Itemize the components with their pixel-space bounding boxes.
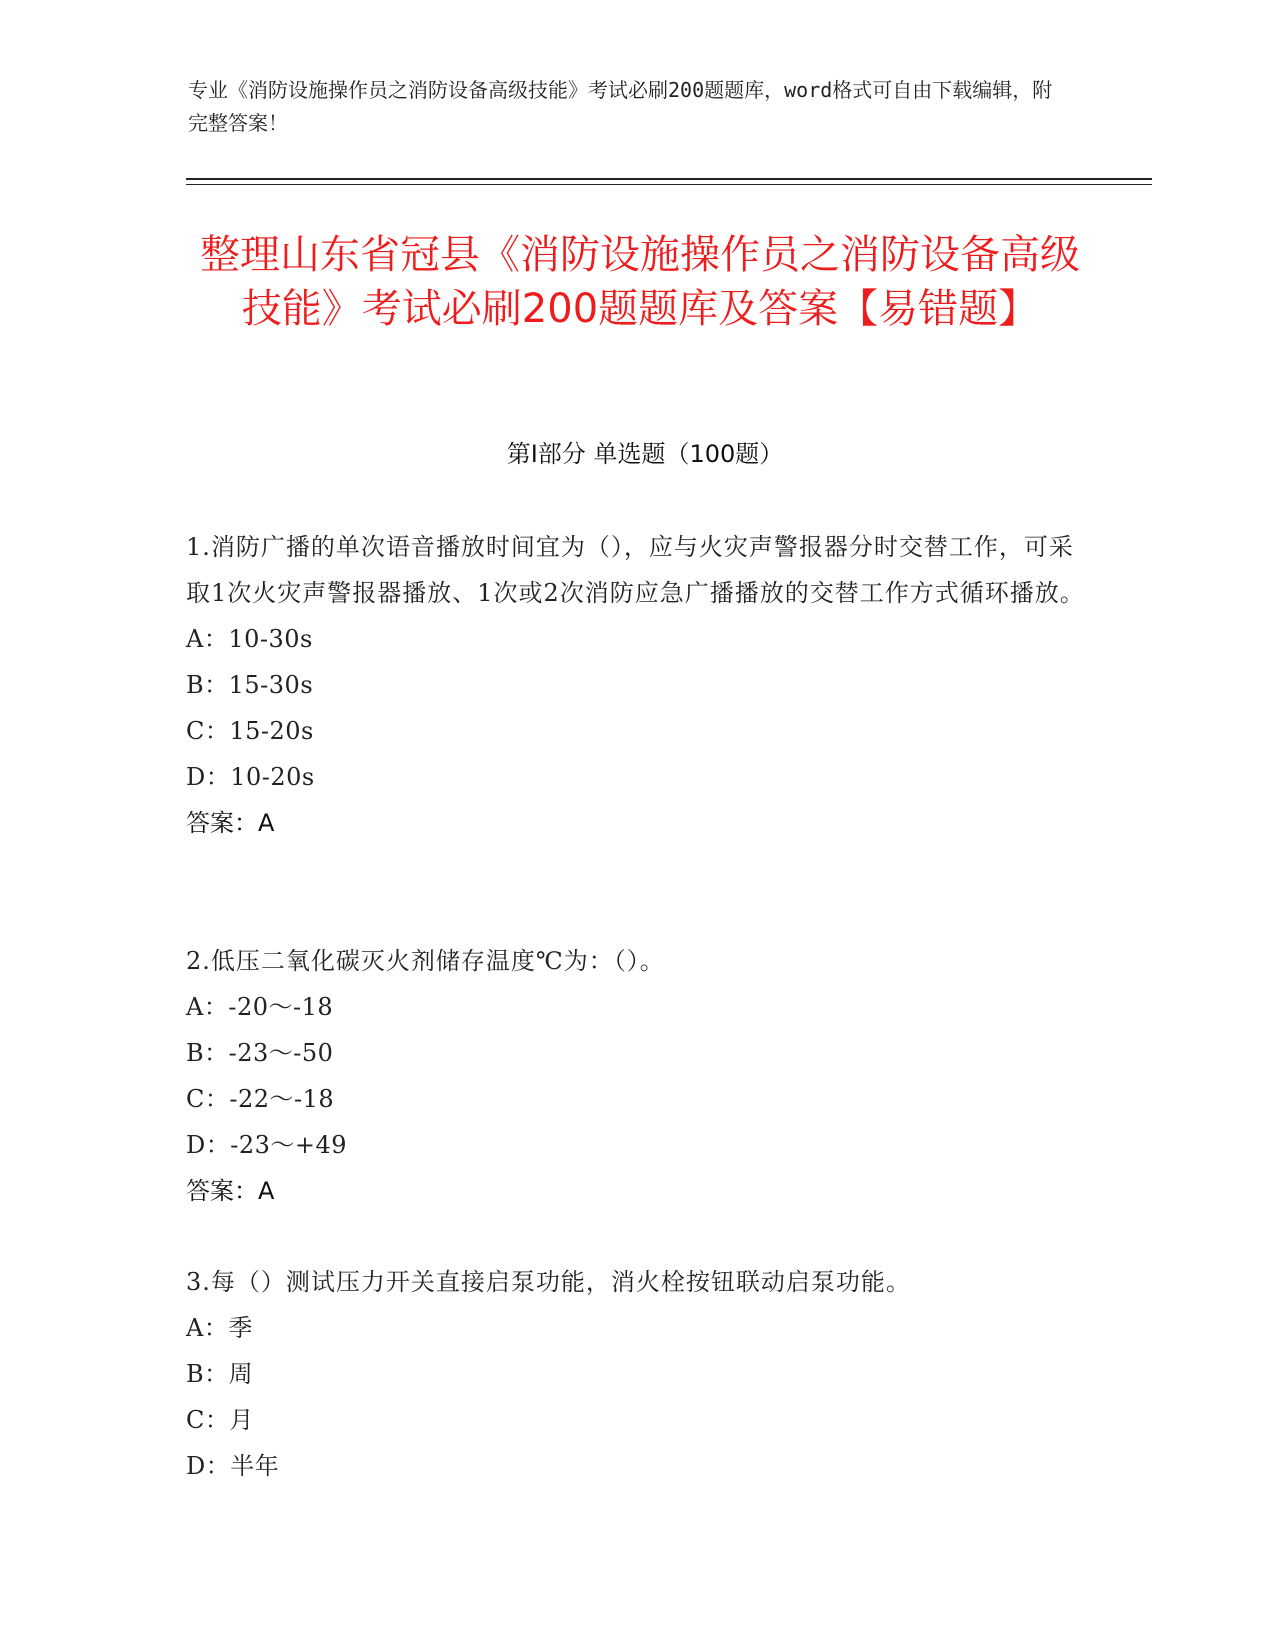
question-2 (186, 938, 1086, 1214)
option-a: A：10-30s (186, 625, 313, 653)
header-divider-thick (186, 178, 1152, 180)
option-c: C：月 (186, 1406, 254, 1434)
question-text: 3.每（）测试压力开关直接启泵功能，消火栓按钮联动启泵功能。 (186, 1268, 911, 1296)
option-d: D：半年 (186, 1452, 280, 1480)
question-3 (186, 1259, 1086, 1489)
header-divider-thin (186, 184, 1152, 185)
option-b: B：-23～-50 (186, 1039, 334, 1067)
option-a: A：季 (186, 1314, 253, 1342)
option-d: D：-23～+49 (186, 1131, 348, 1159)
question-1 (186, 524, 1086, 846)
option-c: C：-22～-18 (186, 1085, 335, 1113)
answer: 答案：A (186, 1177, 275, 1205)
option-b: B：周 (186, 1360, 254, 1388)
option-a: A：-20～-18 (186, 993, 334, 1021)
answer: 答案：A (186, 809, 275, 837)
section-title: 第I部分 单选题（100题） (506, 440, 784, 468)
question-text: 1.消防广播的单次语音播放时间宜为（），应与火灾声警报器分时交替工作，可采取1次火灾声警报器播放、1次或2次消防应急广播播放的交替工作方式循环播放。 (186, 533, 1085, 607)
option-d: D：10-20s (186, 763, 315, 791)
header-note: 专业《消防设施操作员之消防设备高级技能》考试必刷200题题库，word格式可自由下载编辑，附完整答案！ (188, 78, 1053, 135)
document-title: 整理山东省冠县《消防设施操作员之消防设备高级技能》考试必刷200题题库及答案【易错题】 (200, 232, 1080, 332)
option-c: C：15-20s (186, 717, 314, 745)
question-text: 2.低压二氧化碳灭火剂储存温度℃为：（）。 (186, 947, 665, 975)
option-b: B：15-30s (186, 671, 314, 699)
